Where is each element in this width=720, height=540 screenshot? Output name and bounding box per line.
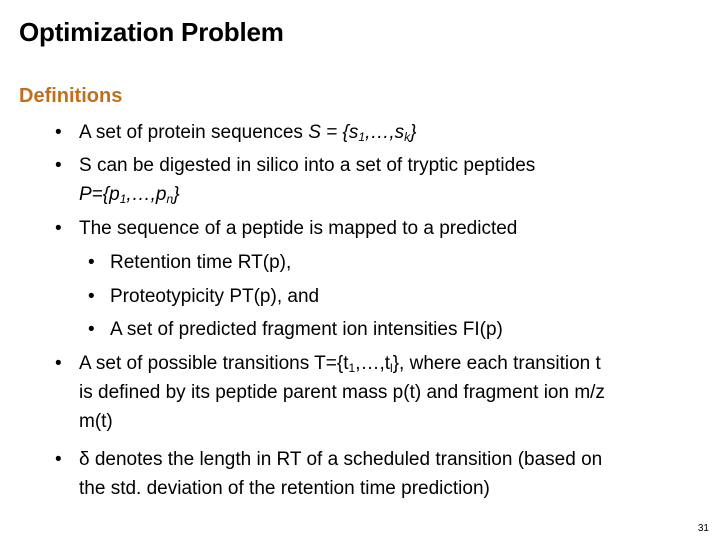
math-text: S = {s bbox=[308, 122, 359, 143]
bullet-text: A set of possible transitions T={t bbox=[79, 353, 349, 374]
subscript: k bbox=[404, 130, 411, 144]
bullet-protein-set bbox=[79, 121, 417, 145]
bullet-digest-line1: S can be digested in silico into a set of tryptic peptides bbox=[79, 155, 536, 176]
bullet-marker: • bbox=[55, 155, 62, 176]
math-text: } bbox=[410, 122, 417, 143]
sub-bullet-proteotypicity: Proteotypicity PT(p), and bbox=[110, 286, 320, 307]
bullet-delta-line2: the std. deviation of the retention time prediction) bbox=[79, 478, 490, 499]
sub-bullet-fragment-intensities: A set of predicted fragment ion intensities FI(p) bbox=[110, 319, 503, 340]
bullet-transitions-line1 bbox=[79, 352, 601, 376]
bullet-transitions-line2: is defined by its peptide parent mass p(t) and fragment ion m/z bbox=[79, 382, 605, 403]
subscript: l bbox=[390, 361, 393, 375]
bullet-marker: • bbox=[55, 122, 62, 143]
subscript: n bbox=[166, 192, 174, 206]
bullet-text: }, where each transition t bbox=[392, 353, 601, 374]
sub-bullet-marker: • bbox=[88, 286, 95, 307]
bullet-transitions-line3: m(t) bbox=[79, 411, 113, 432]
subscript: 1 bbox=[119, 192, 127, 206]
subscript: 1 bbox=[348, 361, 356, 375]
bullet-digest-line2 bbox=[79, 183, 180, 207]
sub-bullet-marker: • bbox=[88, 319, 95, 340]
sub-bullet-marker: • bbox=[88, 252, 95, 273]
sub-bullet-retention-time: Retention time RT(p), bbox=[110, 252, 292, 273]
bullet-delta-line1: δ denotes the length in RT of a scheduled transition (based on bbox=[79, 449, 603, 470]
bullet-text: A set of protein sequences bbox=[79, 122, 309, 143]
math-text: } bbox=[173, 184, 180, 205]
bullet-marker: • bbox=[55, 449, 62, 470]
section-heading: Definitions bbox=[19, 85, 123, 107]
page-number: 31 bbox=[697, 523, 709, 534]
slide-title: Optimization Problem bbox=[19, 17, 284, 47]
math-text: P={p bbox=[79, 184, 120, 205]
bullet-text: ,…,t bbox=[355, 353, 391, 374]
bullet-marker: • bbox=[55, 218, 62, 239]
subscript: 1 bbox=[358, 130, 366, 144]
bullet-marker: • bbox=[55, 353, 62, 374]
math-text: ,…,s bbox=[365, 122, 405, 143]
bullet-peptide-mapped: The sequence of a peptide is mapped to a predicted bbox=[79, 218, 518, 239]
math-text: ,…,p bbox=[126, 184, 167, 205]
